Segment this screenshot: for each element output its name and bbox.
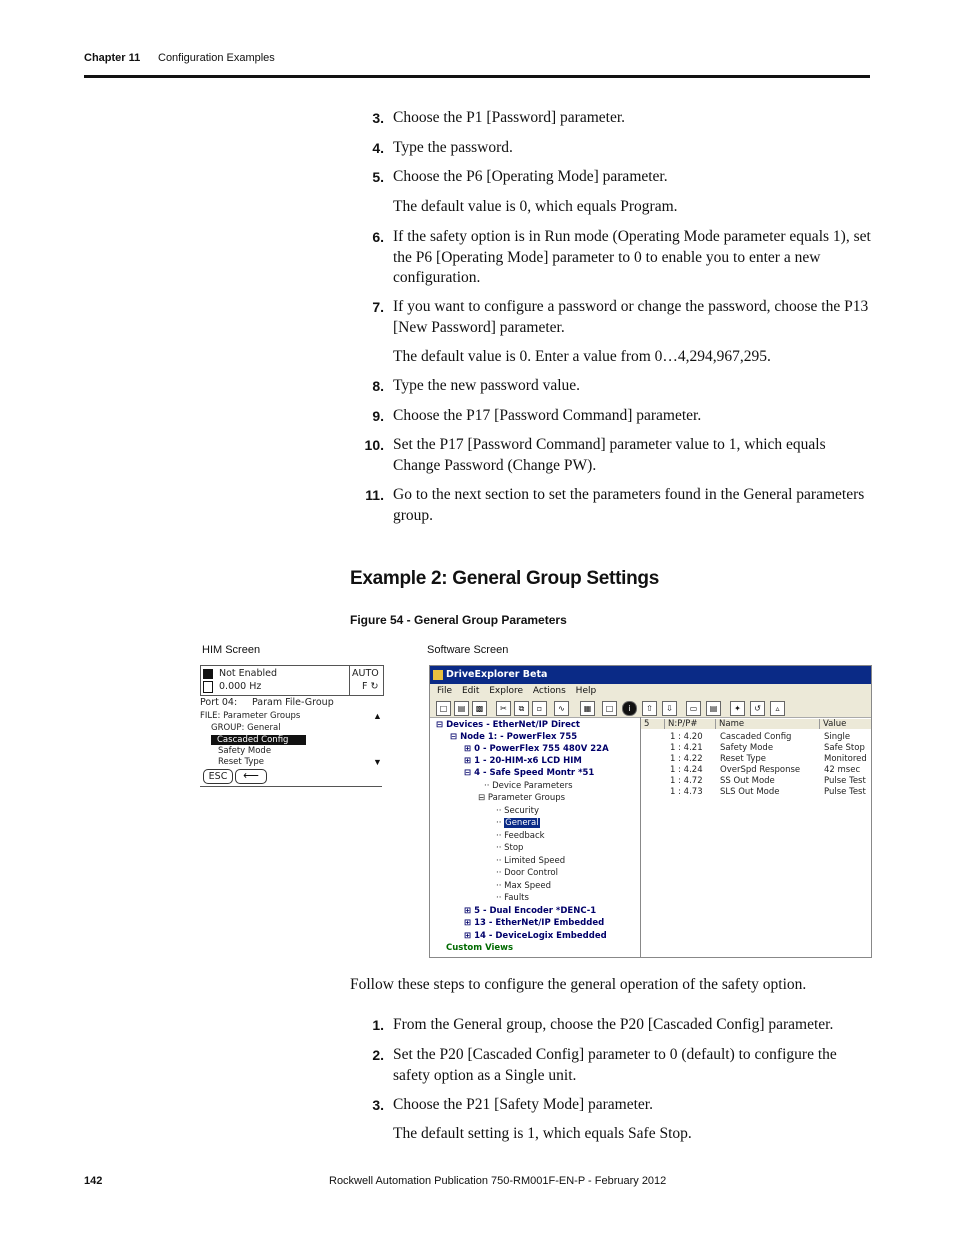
- copy-icon[interactable]: ⧉: [514, 701, 529, 716]
- report-icon[interactable]: ▤: [706, 701, 721, 716]
- download-icon[interactable]: ⇩: [662, 701, 677, 716]
- row-np[interactable]: 1 : 4.20: [670, 732, 703, 742]
- intro-paragraph: Follow these steps to configure the general operation of the safety option.: [350, 976, 807, 993]
- him-port-title: Param File-Group: [252, 697, 334, 708]
- step-b3-note: The default setting is 1, which equals Safe Stop.: [393, 1125, 692, 1142]
- software-window: [429, 665, 872, 958]
- menu-bar: [430, 684, 871, 698]
- him-freq-text: 0.000 Hz: [219, 681, 262, 692]
- menu-explore[interactable]: Explore: [489, 686, 524, 696]
- window-title: DriveExplorer Beta: [446, 669, 548, 680]
- tree-parameter-groups[interactable]: ⊟ Parameter Groups: [478, 793, 566, 803]
- open-icon[interactable]: ▤: [454, 701, 469, 716]
- tree-max-speed[interactable]: ·· Max Speed: [496, 881, 552, 891]
- him-direction: F ↻: [362, 681, 379, 692]
- tree-custom-views[interactable]: Custom Views: [446, 943, 514, 953]
- save-icon[interactable]: ▩: [472, 701, 487, 716]
- window-titlebar: [430, 666, 871, 684]
- figure-caption: Figure 54 - General Group Parameters: [350, 613, 567, 627]
- grid-header-np[interactable]: N:P/P#: [665, 719, 716, 729]
- page-number: 142: [84, 1175, 103, 1187]
- tree-general-selected[interactable]: ·· General: [496, 818, 539, 828]
- grid-header-value[interactable]: Value: [820, 719, 872, 729]
- him-file: FILE: Parameter Groups: [200, 711, 301, 721]
- step-7-note: The default value is 0. Enter a value from 0…4,294,967,295.: [393, 348, 771, 365]
- him-item-selected[interactable]: Cascaded Config: [211, 735, 306, 745]
- row-np[interactable]: 1 : 4.73: [670, 787, 703, 797]
- menu-help[interactable]: Help: [575, 686, 597, 696]
- tree-door-control[interactable]: ·· Door Control: [496, 868, 558, 878]
- row-value[interactable]: Pulse Test: [824, 776, 866, 786]
- him-status-box: [200, 665, 384, 696]
- row-value[interactable]: Pulse Test: [824, 787, 866, 797]
- row-value[interactable]: 42 msec: [824, 765, 861, 775]
- row-np[interactable]: 1 : 4.24: [670, 765, 703, 775]
- tree-port-13[interactable]: ⊞ 13 - EtherNet/IP Embedded: [464, 918, 605, 928]
- tree-stop[interactable]: ·· Stop: [496, 843, 524, 853]
- menu-file[interactable]: File: [437, 686, 453, 696]
- section-label: Configuration Examples: [158, 52, 275, 64]
- tree-port-0[interactable]: ⊞ 0 - PowerFlex 755 480V 22A: [464, 744, 609, 754]
- device-tree: [430, 717, 641, 957]
- him-bottom-rule: [200, 786, 382, 787]
- scroll-up-icon[interactable]: ▲: [373, 711, 382, 721]
- menu-edit[interactable]: Edit: [461, 686, 480, 696]
- him-divider: [349, 666, 350, 695]
- step-5-note: The default value is 0, which equals Program.: [393, 198, 678, 215]
- tree-port-5[interactable]: ⊞ 5 - Dual Encoder *DENC-1: [464, 906, 597, 916]
- tree-faults[interactable]: ·· Faults: [496, 893, 529, 903]
- wizard-icon[interactable]: ✦: [730, 701, 745, 716]
- him-group: GROUP: General: [211, 723, 281, 733]
- upload-icon[interactable]: ⇧: [642, 701, 657, 716]
- app-icon: [433, 670, 443, 680]
- document-icon[interactable]: □: [602, 701, 617, 716]
- him-item[interactable]: Safety Mode: [218, 746, 272, 756]
- parameter-grid: [641, 717, 871, 957]
- row-name[interactable]: SLS Out Mode: [720, 787, 780, 797]
- software-screen-label: Software Screen: [427, 644, 509, 656]
- tree-port-1[interactable]: ⊞ 1 - 20-HIM-x6 LCD HIM: [464, 756, 582, 766]
- chart-icon[interactable]: ▦: [580, 701, 595, 716]
- esc-button[interactable]: ESC: [203, 769, 233, 784]
- row-value[interactable]: Safe Stop: [824, 743, 865, 753]
- tree-port-14[interactable]: ⊞ 14 - DeviceLogix Embedded: [464, 931, 607, 941]
- paste-icon[interactable]: ▫: [532, 701, 547, 716]
- row-value[interactable]: Single: [824, 732, 851, 742]
- row-name[interactable]: Reset Type: [720, 754, 766, 764]
- status-indicator-icon: [203, 669, 213, 679]
- row-name[interactable]: SS Out Mode: [720, 776, 775, 786]
- tree-device-parameters[interactable]: ·· Device Parameters: [484, 781, 573, 791]
- tree-limited-speed[interactable]: ·· Limited Speed: [496, 856, 566, 866]
- properties-icon[interactable]: ▵: [770, 701, 785, 716]
- row-np[interactable]: 1 : 4.72: [670, 776, 703, 786]
- tree-node-1[interactable]: ⊟ Node 1: - PowerFlex 755: [450, 732, 578, 742]
- row-name[interactable]: Safety Mode: [720, 743, 774, 753]
- compare-icon[interactable]: ▭: [686, 701, 701, 716]
- him-screen-label: HIM Screen: [202, 644, 261, 656]
- tree-security[interactable]: ·· Security: [496, 806, 540, 816]
- cut-icon[interactable]: ✂: [496, 701, 511, 716]
- connect-icon[interactable]: ∿: [554, 701, 569, 716]
- menu-actions[interactable]: Actions: [532, 686, 566, 696]
- row-np[interactable]: 1 : 4.22: [670, 754, 703, 764]
- info-icon[interactable]: i: [622, 701, 637, 716]
- status-indicator-empty-icon: [203, 681, 213, 693]
- grid-header-name[interactable]: Name: [716, 719, 820, 729]
- chapter-label: Chapter 11: [84, 52, 141, 64]
- grid-header-port[interactable]: 5: [641, 719, 665, 729]
- publication-info: Rockwell Automation Publication 750-RM001F-EN-P - February 2012: [329, 1175, 667, 1187]
- tree-feedback[interactable]: ·· Feedback: [496, 831, 545, 841]
- row-name[interactable]: Cascaded Config: [720, 732, 792, 742]
- him-item[interactable]: Reset Type: [218, 757, 264, 767]
- new-icon[interactable]: □: [436, 701, 451, 716]
- scroll-down-icon[interactable]: ▼: [373, 757, 382, 767]
- him-status-text: Not Enabled: [219, 668, 278, 679]
- row-name[interactable]: OverSpd Response: [720, 765, 801, 775]
- export-icon[interactable]: ↺: [750, 701, 765, 716]
- toolbar: [430, 698, 871, 718]
- him-mode-text: AUTO: [352, 668, 379, 679]
- rotate-icon: ↻: [370, 681, 379, 692]
- tree-port-4[interactable]: ⊟ 4 - Safe Speed Montr *51: [464, 768, 595, 778]
- back-arrow-icon[interactable]: ⟵: [235, 769, 267, 784]
- him-port: Port 04:: [200, 697, 238, 708]
- tree-devices[interactable]: ⊟ Devices - EtherNet/IP Direct: [436, 720, 580, 730]
- section-heading: Example 2: General Group Settings: [350, 568, 659, 589]
- header-rule: [84, 75, 870, 78]
- row-value[interactable]: Monitored: [824, 754, 867, 764]
- row-np[interactable]: 1 : 4.21: [670, 743, 703, 753]
